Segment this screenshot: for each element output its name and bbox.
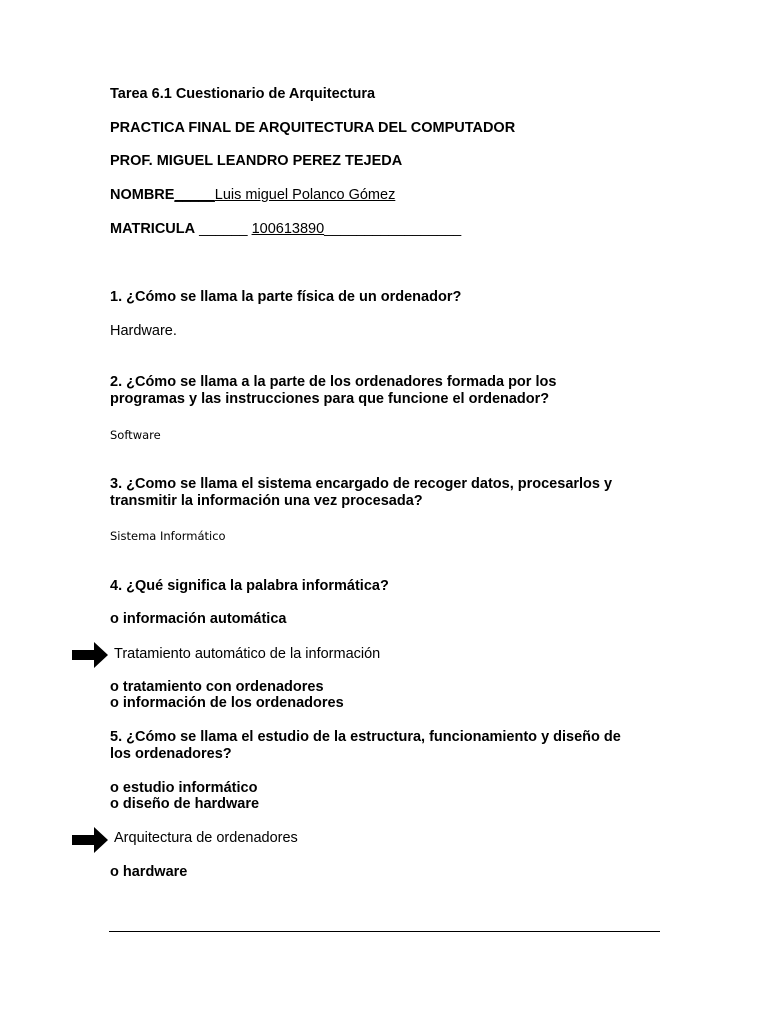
question-1: 1. ¿Cómo se llama la parte física de un ordenador? bbox=[110, 289, 462, 305]
question-4: 4. ¿Qué significa la palabra informática? bbox=[110, 578, 389, 594]
matricula-blank-b: _________________ bbox=[324, 221, 462, 237]
answer-2: Software bbox=[110, 428, 161, 442]
answer-3: Sistema Informático bbox=[110, 529, 226, 543]
matricula-blank-a: ______ bbox=[195, 221, 252, 237]
q4-selected-answer: Tratamiento automático de la información bbox=[114, 646, 381, 662]
question-2-line-1: 2. ¿Cómo se llama a la parte de los ordenadores formada por los bbox=[110, 374, 557, 390]
answer-1: Hardware. bbox=[110, 323, 177, 339]
name-label: NOMBRE bbox=[110, 187, 175, 203]
footer-divider bbox=[109, 931, 660, 932]
right-arrow-icon bbox=[72, 642, 108, 668]
task-title: Tarea 6.1 Cuestionario de Arquitectura bbox=[110, 86, 376, 102]
right-arrow-icon bbox=[72, 827, 108, 853]
question-2-line-2: programas y las instrucciones para que funcione el ordenador? bbox=[110, 391, 550, 407]
practice-title: PRACTICA FINAL DE ARQUITECTURA DEL COMPUTADOR bbox=[110, 120, 516, 136]
q4-option-4: o información de los ordenadores bbox=[110, 695, 344, 711]
question-3-line-2: transmitir la información una vez procesada? bbox=[110, 493, 423, 509]
name-line bbox=[110, 187, 395, 204]
q5-selected-answer: Arquitectura de ordenadores bbox=[114, 830, 298, 846]
q4-option-1: o información automática bbox=[110, 611, 287, 627]
name-blank: _____ bbox=[174, 187, 215, 203]
name-value: Luis miguel Polanco Gómez bbox=[214, 187, 396, 203]
question-5-line-1: 5. ¿Cómo se llama el estudio de la estructura, funcionamiento y diseño de bbox=[110, 729, 621, 745]
matricula-line bbox=[110, 221, 461, 238]
q5-option-1: o estudio informático bbox=[110, 780, 258, 796]
question-5-line-2: los ordenadores? bbox=[110, 746, 232, 762]
q4-option-3: o tratamiento con ordenadores bbox=[110, 679, 324, 695]
question-3-line-1: 3. ¿Como se llama el sistema encargado de recoger datos, procesarlos y bbox=[110, 476, 613, 492]
q5-option-2: o diseño de hardware bbox=[110, 796, 260, 812]
professor-line: PROF. MIGUEL LEANDRO PEREZ TEJEDA bbox=[110, 153, 403, 169]
q5-option-4: o hardware bbox=[110, 864, 188, 880]
matricula-value: 100613890 bbox=[251, 221, 325, 237]
matricula-label: MATRICULA bbox=[110, 221, 196, 237]
